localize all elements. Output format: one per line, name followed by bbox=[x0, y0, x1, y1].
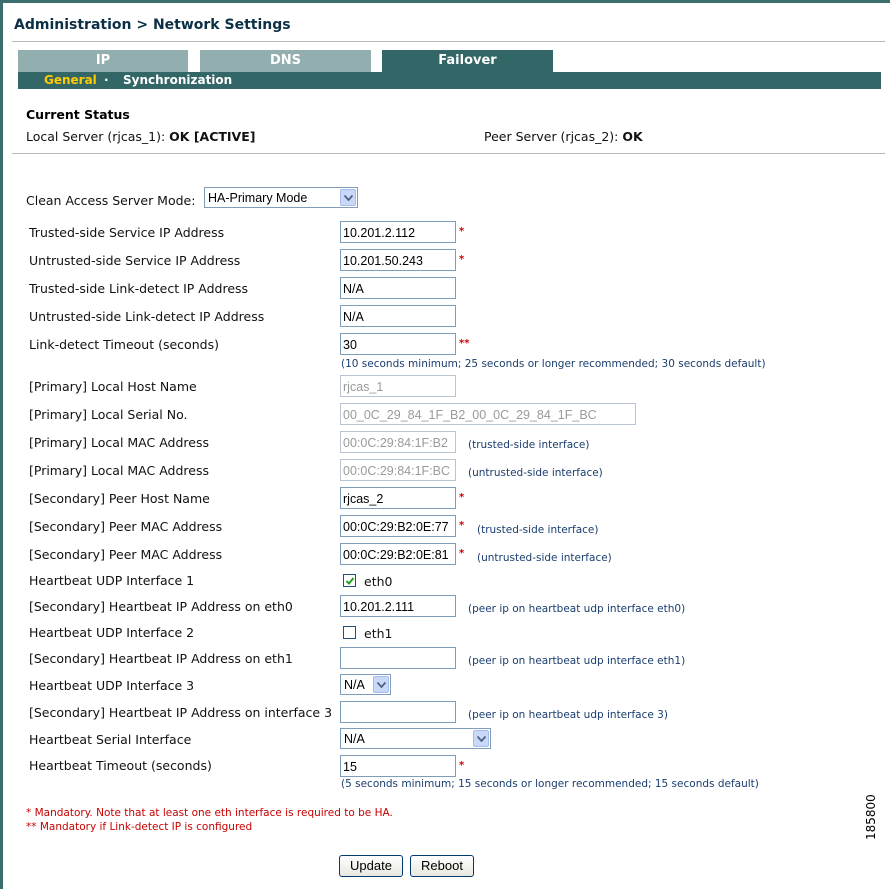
hb-if1-checkbox[interactable] bbox=[343, 574, 356, 587]
peer-server-value: OK bbox=[622, 129, 643, 144]
local-host-input: rjcas_1 bbox=[340, 375, 456, 397]
local-server-label: Local Server (rjcas_1): bbox=[26, 129, 166, 144]
trusted-service-ip-input[interactable]: 10.201.2.112 bbox=[340, 221, 456, 243]
link-mandatory-note: ** Mandatory if Link-detect IP is configured bbox=[26, 821, 253, 833]
page-title: Administration > Network Settings bbox=[14, 17, 291, 33]
peer-mac-untrusted-label: [Secondary] Peer MAC Address bbox=[29, 547, 223, 562]
trusted-link-ip-label: Trusted-side Link-detect IP Address bbox=[29, 281, 249, 296]
required-mark: * bbox=[459, 226, 465, 237]
hb-ip-eth0-hint: (peer ip on heartbeat udp interface eth0) bbox=[468, 603, 686, 615]
link-timeout-label: Link-detect Timeout (seconds) bbox=[29, 337, 219, 352]
peer-mac-untrusted-hint: (untrusted-side interface) bbox=[477, 552, 612, 564]
chevron-down-icon bbox=[373, 676, 389, 693]
mode-label: Clean Access Server Mode: bbox=[26, 193, 196, 208]
status-divider bbox=[12, 153, 885, 154]
untrusted-link-ip-label: Untrusted-side Link-detect IP Address bbox=[29, 309, 265, 324]
hb-if1-label: Heartbeat UDP Interface 1 bbox=[29, 573, 195, 588]
required-mark: * bbox=[459, 254, 465, 265]
tab-dns[interactable]: DNS bbox=[200, 50, 371, 72]
hb-if2-checkbox[interactable] bbox=[343, 626, 356, 639]
peer-host-label: [Secondary] Peer Host Name bbox=[29, 491, 210, 506]
hb-ip-if3-input[interactable] bbox=[340, 701, 456, 723]
status-heading: Current Status bbox=[26, 107, 130, 122]
required-mark: * bbox=[459, 760, 465, 771]
untrusted-link-ip-input[interactable]: N/A bbox=[340, 305, 456, 327]
hb-timeout-hint: (5 seconds minimum; 15 seconds or longer recommended; 15 seconds default) bbox=[341, 778, 759, 790]
chevron-down-icon bbox=[340, 189, 356, 206]
server-mode-value: HA-Primary Mode bbox=[208, 191, 308, 205]
hb-ip-eth1-label: [Secondary] Heartbeat IP Address on eth1 bbox=[29, 651, 293, 666]
hb-ip-if3-hint: (peer ip on heartbeat udp interface 3) bbox=[468, 709, 668, 721]
subtab-separator: · bbox=[104, 73, 109, 87]
local-mac-trusted-hint: (trusted-side interface) bbox=[468, 439, 590, 451]
chevron-down-icon bbox=[473, 730, 489, 747]
hb-ip-eth1-input[interactable] bbox=[340, 647, 456, 669]
mandatory-note: * Mandatory. Note that at least one eth interface is required to be HA. bbox=[26, 807, 393, 819]
hb-ip-eth0-label: [Secondary] Heartbeat IP Address on eth0 bbox=[29, 599, 293, 614]
required-mark: * bbox=[459, 492, 465, 503]
hb-if3-label: Heartbeat UDP Interface 3 bbox=[29, 678, 195, 693]
untrusted-service-ip-input[interactable]: 10.201.50.243 bbox=[340, 249, 456, 271]
local-mac-trusted-input: 00:0C:29:84:1F:B2 bbox=[340, 431, 456, 453]
subtab-general[interactable]: General bbox=[44, 73, 97, 87]
local-mac-untrusted-input: 00:0C:29:84:1F:BC bbox=[340, 459, 456, 481]
hb-ip-if3-label: [Secondary] Heartbeat IP Address on interface 3 bbox=[29, 705, 333, 720]
hb-serial-value: N/A bbox=[344, 732, 365, 746]
link-required-mark: ** bbox=[459, 338, 470, 349]
hb-if1-value: eth0 bbox=[364, 574, 393, 589]
peer-mac-trusted-input[interactable]: 00:0C:29:B2:0E:77 bbox=[340, 515, 456, 537]
hb-if2-value: eth1 bbox=[364, 626, 393, 641]
peer-server-label: Peer Server (rjcas_2): bbox=[484, 129, 619, 144]
reboot-button[interactable]: Reboot bbox=[410, 855, 474, 877]
update-button[interactable]: Update bbox=[339, 855, 403, 877]
hb-ip-eth1-hint: (peer ip on heartbeat udp interface eth1) bbox=[468, 655, 686, 667]
hb-if2-label: Heartbeat UDP Interface 2 bbox=[29, 625, 195, 640]
window-left-border bbox=[0, 0, 3, 889]
peer-host-input[interactable]: rjcas_2 bbox=[340, 487, 456, 509]
local-serial-input: 00_0C_29_84_1F_B2_00_0C_29_84_1F_BC bbox=[340, 403, 636, 425]
link-timeout-input[interactable]: 30 bbox=[340, 333, 456, 355]
local-server-value: OK [ACTIVE] bbox=[169, 129, 256, 144]
hb-if3-select[interactable] bbox=[340, 674, 391, 695]
window-top-border bbox=[0, 0, 890, 3]
peer-mac-untrusted-input[interactable]: 00:0C:29:B2:0E:81 bbox=[340, 543, 456, 565]
local-server-status bbox=[26, 129, 255, 144]
tab-failover[interactable]: Failover bbox=[382, 50, 553, 72]
local-mac-trusted-label: [Primary] Local MAC Address bbox=[29, 435, 209, 450]
subtab-synchronization[interactable]: Synchronization bbox=[123, 73, 233, 87]
hb-ip-eth0-input[interactable]: 10.201.2.111 bbox=[340, 595, 456, 617]
trusted-link-ip-input[interactable]: N/A bbox=[340, 277, 456, 299]
figure-id: 185800 bbox=[864, 794, 878, 840]
peer-server-status bbox=[484, 129, 643, 144]
hb-timeout-label: Heartbeat Timeout (seconds) bbox=[29, 758, 212, 773]
required-mark: * bbox=[459, 548, 465, 559]
local-mac-untrusted-hint: (untrusted-side interface) bbox=[468, 467, 603, 479]
peer-mac-trusted-label: [Secondary] Peer MAC Address bbox=[29, 519, 223, 534]
hb-serial-label: Heartbeat Serial Interface bbox=[29, 732, 192, 747]
local-mac-untrusted-label: [Primary] Local MAC Address bbox=[29, 463, 209, 478]
link-timeout-hint: (10 seconds minimum; 25 seconds or longer recommended; 30 seconds default) bbox=[341, 358, 766, 370]
required-mark: * bbox=[459, 520, 465, 531]
tab-ip[interactable]: IP bbox=[18, 50, 188, 72]
title-divider bbox=[12, 41, 885, 42]
peer-mac-trusted-hint: (trusted-side interface) bbox=[477, 524, 599, 536]
checkmark-icon bbox=[345, 576, 355, 586]
hb-if3-value: N/A bbox=[344, 678, 365, 692]
trusted-service-ip-label: Trusted-side Service IP Address bbox=[29, 225, 225, 240]
untrusted-service-ip-label: Untrusted-side Service IP Address bbox=[29, 253, 241, 268]
hb-serial-select[interactable] bbox=[340, 728, 491, 749]
server-mode-select[interactable] bbox=[204, 187, 358, 208]
local-host-label: [Primary] Local Host Name bbox=[29, 379, 197, 394]
local-serial-label: [Primary] Local Serial No. bbox=[29, 407, 188, 422]
hb-timeout-input[interactable]: 15 bbox=[340, 755, 456, 777]
